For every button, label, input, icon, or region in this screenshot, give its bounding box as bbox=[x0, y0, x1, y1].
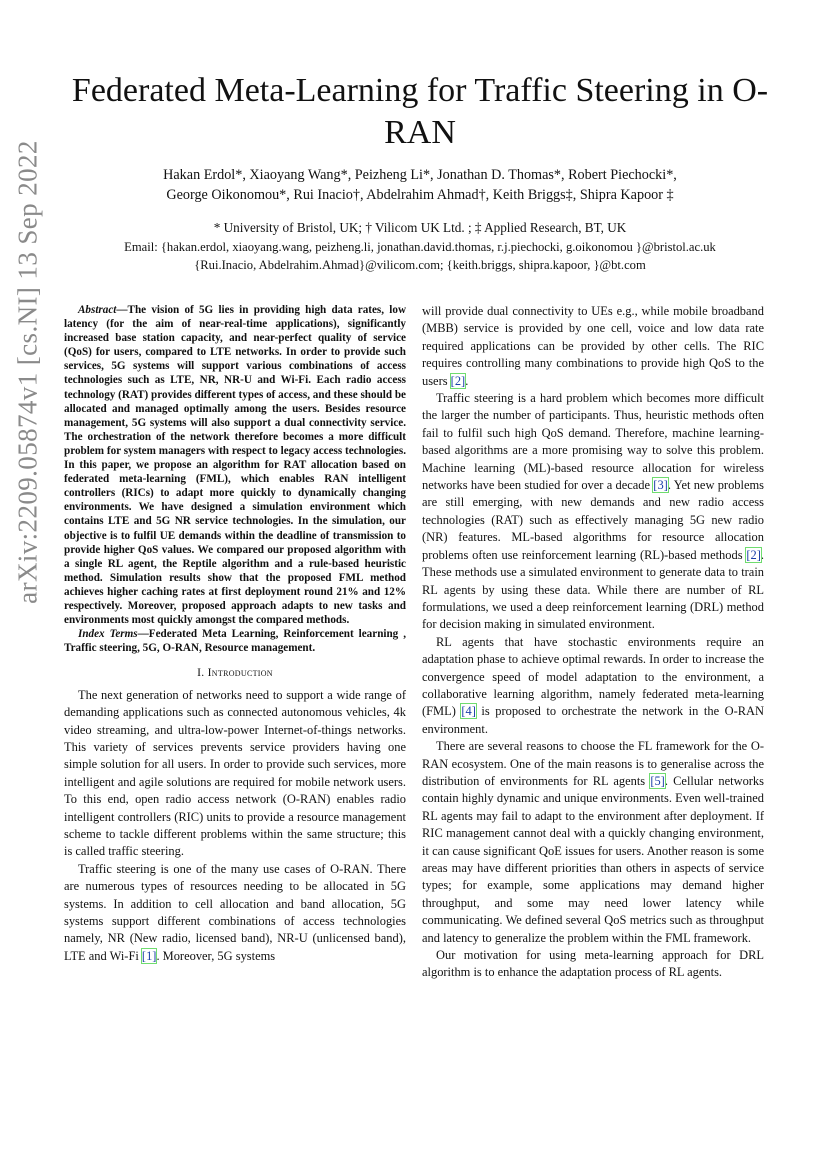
index-terms-text: —Federated Meta Learning, Reinforcement learning , Traffic steering, 5G, O-RAN, Resource management. bbox=[64, 628, 406, 655]
citation-link[interactable]: [5] bbox=[650, 773, 665, 788]
right-column bbox=[422, 303, 764, 982]
paragraph-text: . Yet new problems are still emerging, with new demands and new radio access technologies (RAT) such as effectively managing 5G new radio (NR) features. ML-based algorithms for resource allocation problems often use reinforcement learning (RL)-based methods bbox=[422, 478, 764, 562]
paragraph-text: will provide dual connectivity to UEs e.g., while mobile broadband (MBB) service is provided by one cell, voice and low data rate required applications can be provided by other cells. The RIC requires controlling many combinations to provide high QoS to the users bbox=[422, 304, 764, 388]
paragraph-text: There are several reasons to choose the FL framework for the O-RAN ecosystem. One of the main reasons is to generalise across the distribution of environments for RL agents bbox=[422, 739, 764, 788]
paragraph-text: . These methods use a simulated environment to generate data to train RL agents by using these data. While there are number of RL formulations, we used a deep reinforcement learning (DRL) method for decision making in simulated environment. bbox=[422, 547, 764, 632]
citation-link[interactable]: [1] bbox=[141, 948, 157, 963]
intro-paragraph: The next generation of networks need to support a wide range of demanding applications such as connected autonomous vehicles, 4k video streaming, and ultra-low-power Internet-of-things networks. This variety of services prevents service providers having one simple solution for all users. In order to provide such services, more intelligent and agile solutions are required for mobile network users. To this end, open radio access network (O-RAN) enables radio intelligent controllers (RIC) units to provide a resource management scheme to tackle different problems within the same structure; this is called traffic steering. bbox=[64, 687, 406, 859]
abstract bbox=[64, 303, 406, 627]
affiliations: * University of Bristol, UK; † Vilicom UK Ltd. ; ‡ Applied Research, BT, UK bbox=[213, 220, 627, 235]
arxiv-identifier: arXiv:2209.05874v1 [cs.NI] 13 Sep 2022 bbox=[12, 140, 43, 604]
email-line: Email: {hakan.erdol, xiaoyang.wang, peizheng.li, jonathan.david.thomas, r.j.piechocki, g.oikonomou }@bristol.ac.uk bbox=[124, 240, 716, 254]
index-terms-label: Index Terms bbox=[78, 628, 138, 641]
email-line: {Rui.Inacio, Abdelrahim.Ahmad}@vilicom.com; {keith.briggs, shipra.kapoor, }@bt.com bbox=[194, 258, 646, 272]
paragraph-text: RL agents that have stochastic environments require an adaptation phase to achieve optimal rewards. In order to increase the convergence speed of model adaptation to the environment, a collaborative learning algorithm, namely federated meta-learning (FML) bbox=[422, 634, 764, 719]
abstract-text: —The vision of 5G lies in providing high data rates, low latency (for the aim of near-real-time applications), significantly increased base station capacity, and near-perfect quality of service (QoS) for users, compared to LTE networks. In order to provide such services, 5G systems will support various combinations of access technologies such as LTE, NR, NR-U and Wi-Fi. Each radio access technology (RAT) provides different types of access, and these should be allocated and managed optimally among the users. Besides resource management, 5G systems will also support a dual connectivity service. The orchestration of the network therefore becomes a more difficult problem for system managers with respect to legacy access technologies. In this paper, we propose an algorithm for RAT allocation based on federated meta-learning (FML), which enables RAN intelligent controllers (RICs) to adapt more quickly to dynamically changing environments. We have designed a simulation environment which contains LTE and 5G NR service technologies. In the simulation, our objective is to fulfil UE demands within the deadline of transmission to provide higher QoS values. We compared our proposed algorithm with a single RL agent, the Reptile algorithm and a rule-based heuristic method. Simulation results show that the proposed FML method achieves higher caching rates at first deployment round 21% and 12% respectively. Moreover, proposed approach adapts to new tasks and environments most quickly amongst the compared methods. bbox=[64, 304, 406, 627]
paragraph-text: . bbox=[465, 373, 469, 388]
citation-link[interactable]: [2] bbox=[450, 373, 466, 388]
paragraph-text: Traffic steering is one of the many use cases of O-RAN. There are numerous types of resources needing to be allocated in 5G systems. In addition to cell allocation and band allocation, 5G systems support different combinations of access technologies namely, NR (New radio, licensed band), NR-U (unlicensed band), LTE and Wi-Fi bbox=[64, 861, 406, 963]
citation-link[interactable]: [4] bbox=[461, 704, 476, 719]
paragraph-text: Traffic steering is a hard problem which becomes more difficult the larger the number of participants. Thus, heuristic methods often fail to fulfil such high QoS demand. Therefore, machine learning-based algorithms are a more promising way to solve this problem. Machine learning (ML)-based resource allocation for wireless networks have been studied for over a decade bbox=[422, 391, 764, 493]
paragraph-text: . Moreover, 5G systems bbox=[156, 948, 276, 963]
author-line: George Oikonomou*, Rui Inacio†, Abdelrahim Ahmad†, Keith Briggs‡, Shipra Kapoor ‡ bbox=[166, 187, 674, 203]
author-line: Hakan Erdol*, Xiaoyang Wang*, Peizheng Li*, Jonathan D. Thomas*, Robert Piechocki*, bbox=[163, 167, 677, 183]
abstract-label: Abstract bbox=[78, 304, 117, 316]
left-column bbox=[64, 303, 406, 965]
paragraph-text: is proposed to orchestrate the network in the O-RAN environment. bbox=[422, 704, 764, 736]
citation-link[interactable]: [2] bbox=[746, 547, 761, 562]
body-paragraph bbox=[422, 303, 764, 390]
body-paragraph bbox=[422, 390, 764, 634]
intro-paragraph bbox=[64, 861, 406, 965]
body-paragraph bbox=[422, 738, 764, 947]
paragraph-text: . Cellular networks contain highly dynamic and unique environments. Even well-trained RL agents may fail to adapt to the environment after deployment. If RIC management cannot deal with a quickly changing environment, it can cause significant QoE issues for users. Another reason is some areas may have different priorities than others in aspects of service types; for example, some applications may demand higher throughput, and some may need lower latency while communicating. We defined several QoS metrics such as throughput and latency to generalize the problem within the FML framework. bbox=[422, 773, 764, 945]
author-list bbox=[80, 165, 760, 205]
paper-title: Federated Meta-Learning for Traffic Steering in O-RAN bbox=[71, 72, 769, 151]
citation-link[interactable]: [3] bbox=[653, 478, 668, 493]
section-heading-introduction: I. Introduction bbox=[197, 666, 273, 680]
email-block bbox=[60, 238, 780, 274]
body-paragraph: Our motivation for using meta-learning approach for DRL algorithm is to enhance the adaptation process of RL agents. bbox=[422, 948, 764, 980]
body-paragraph bbox=[422, 634, 764, 738]
index-terms bbox=[64, 627, 406, 655]
